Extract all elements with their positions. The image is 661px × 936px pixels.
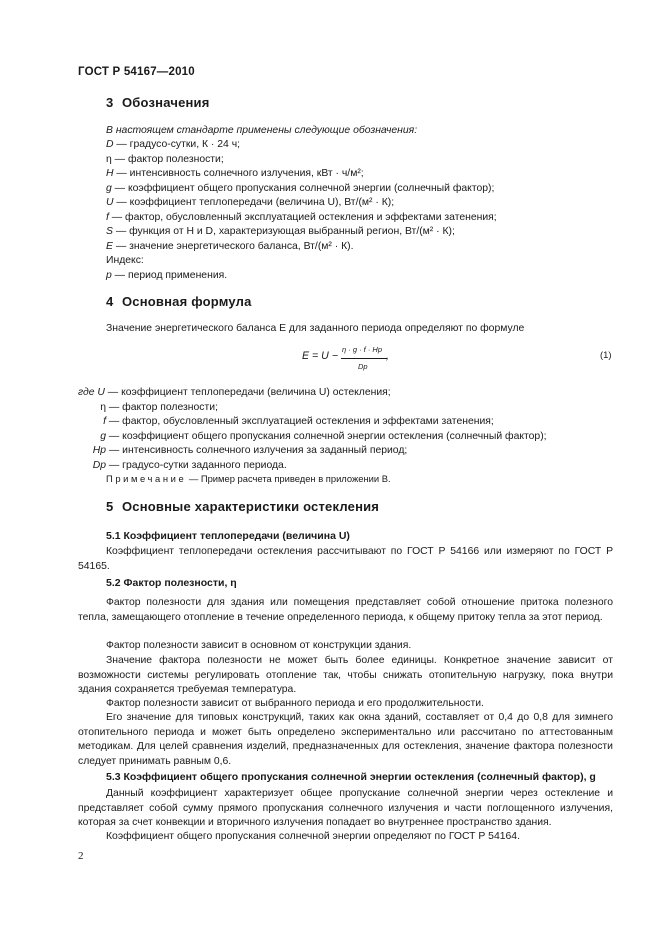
symbol: f (106, 211, 109, 223)
symbol: где U (78, 387, 105, 398)
symbol-desc: — коэффициент теплопередачи (величина U) остекления; (104, 387, 391, 398)
symbol-desc: — фактор полезности; (111, 153, 224, 165)
section-5-title: Основные характеристики остекления (122, 499, 380, 514)
subsection-5-2-para-1: Фактор полезности для здания или помещения представляет собой отношение притока полезного тепла, замещающего отопление в течение определенного периода, к общему притоку тепла за этот период. (78, 597, 613, 623)
symbol-desc: — интенсивность солнечного излучения, кВт · ч/м²; (113, 168, 364, 179)
index-item (106, 269, 497, 284)
where-item (78, 415, 547, 430)
symbol-desc: — значение энергетического баланса, Вт/(м² · К). (112, 240, 354, 252)
formula-fraction-bar (341, 358, 387, 359)
symbol: p (106, 269, 112, 281)
symbol-item (106, 225, 497, 240)
symbol-item (106, 167, 497, 182)
subsection-5-2-para-5: Его значение для типовых конструкций, таких как окна зданий, составляет от 0,4 до 0,8 для зимнего отопительного периода и может быть определено экспериментально или рассчитано по аттестованным методикам. Для целей сравнения изделий, предназначенных для остекления, значение фактора полезности следует принимать равным 0,6. (78, 712, 613, 767)
subsection-5-1-text: Коэффициент теплопередачи остекления рассчитывают по ГОСТ Р 54166 или измеряют по ГОСТ Р 54165. (78, 546, 613, 572)
formula-numerator: η · g · f · Hp (342, 345, 383, 354)
symbol-item (106, 182, 497, 197)
symbol: E (106, 240, 113, 252)
symbol-desc: — фактор, обусловленный эксплуатацией остекления и эффектами затенения; (108, 211, 497, 223)
symbol-item (106, 211, 497, 226)
symbol-desc: — градусо-сутки, К · 24 ч; (113, 139, 241, 150)
subsection-5-1-title: 5.1 Коэффициент теплопередачи (величина U) (106, 530, 350, 542)
symbol-desc: — фактор полезности; (106, 401, 218, 413)
formula-denominator: Dp (358, 362, 368, 371)
symbol-item (106, 240, 497, 255)
note (106, 473, 391, 484)
page-number: 2 (78, 850, 84, 862)
symbol: U (106, 197, 114, 208)
symbol-desc: — фактор, обусловленный эксплуатацией остекления и эффектами затенения; (106, 416, 494, 427)
section-4-number: 4 (106, 294, 114, 309)
symbol: g (100, 430, 106, 442)
where-item (78, 430, 547, 445)
subsection-5-3-para-2: Коэффициент общего пропускания солнечной энергии определяют по ГОСТ Р 54164. (106, 831, 520, 842)
formula-tail: , (386, 350, 389, 362)
formula-lhs: E = U − (302, 350, 338, 362)
subsection-5-3-para-1: Данный коэффициент характеризует общее пропускание солнечной энергии через остекление и представляет собой сумму прямого пропускания солнечного излучения и части поглощенного излучения, которая за счет конвекции и вторичного излучения попадает во внутреннее пространство здания. (78, 788, 613, 828)
section-4-intro: Значение энергетического баланса E для заданного периода определяют по формуле (106, 323, 525, 334)
subsection-5-2-para-4: Фактор полезности зависит от выбранного периода и его продолжительности. (106, 698, 484, 709)
note-label: Примечание (106, 473, 187, 484)
subsection-5-3-title: 5.3 Коэффициент общего пропускания солнечной энергии остекления (солнечный фактор), g (106, 771, 596, 783)
symbol: Hp (92, 445, 106, 456)
symbol: H (106, 168, 114, 179)
section-5-heading (106, 499, 379, 514)
symbol-item (106, 153, 497, 168)
section-5-number: 5 (106, 499, 114, 514)
symbol: S (106, 226, 113, 237)
symbol-desc: — коэффициент общего пропускания солнечной энергии (солнечный фактор); (111, 182, 495, 194)
section-3-intro: В настоящем стандарте применены следующие обозначения: (106, 125, 418, 136)
where-item (78, 459, 547, 474)
symbol-desc: — период применения. (111, 269, 228, 281)
subsection-5-2-para-3: Значение фактора полезности не может быть более единицы. Конкретное значение зависит от возможности системы регулировать отопление так, чтобы снижать отопительную нагрузку, пока внутри здания сохраняется требуемая температура. (78, 655, 613, 695)
symbol: D (106, 139, 114, 150)
symbol-item (106, 138, 497, 153)
symbol-desc: — коэффициент общего пропускания солнечной энергии остекления (солнечный фактор); (106, 430, 547, 442)
section-3-heading (106, 95, 210, 110)
section-3-number: 3 (106, 95, 114, 110)
symbol: η (106, 153, 112, 165)
document-header: ГОСТ Р 54167—2010 (78, 66, 195, 78)
symbol-desc: — интенсивность солнечного излучения за заданный период; (106, 445, 408, 456)
where-item (78, 444, 547, 459)
symbol-desc: — коэффициент теплопередачи (величина U), Вт/(м² · К); (113, 197, 395, 208)
symbol: η (100, 401, 106, 413)
section-4-title: Основная формула (122, 294, 252, 309)
equation-number: (1) (600, 349, 612, 360)
note-text: — Пример расчета приведен в приложении В. (186, 473, 391, 484)
symbol-item (106, 196, 497, 211)
symbol-desc: — функция от H и D, характеризующая выбранный регион, Вт/(м² · К); (112, 226, 455, 237)
symbols-list (106, 138, 497, 283)
section-4-heading (106, 294, 252, 309)
where-item (78, 386, 547, 401)
index-label: Индекс: (106, 255, 144, 266)
formula-where-list (78, 386, 547, 473)
where-item (78, 401, 547, 416)
symbol: f (103, 416, 106, 427)
section-3-title: Обозначения (122, 95, 210, 110)
subsection-5-2-title: 5.2 Фактор полезности, η (106, 577, 237, 589)
symbol-desc: — градусо-сутки заданного периода. (106, 459, 287, 471)
symbol: g (106, 182, 112, 194)
symbol: Dp (92, 459, 106, 471)
subsection-5-2-para-2: Фактор полезности зависит в основном от конструкции здания. (106, 640, 412, 651)
